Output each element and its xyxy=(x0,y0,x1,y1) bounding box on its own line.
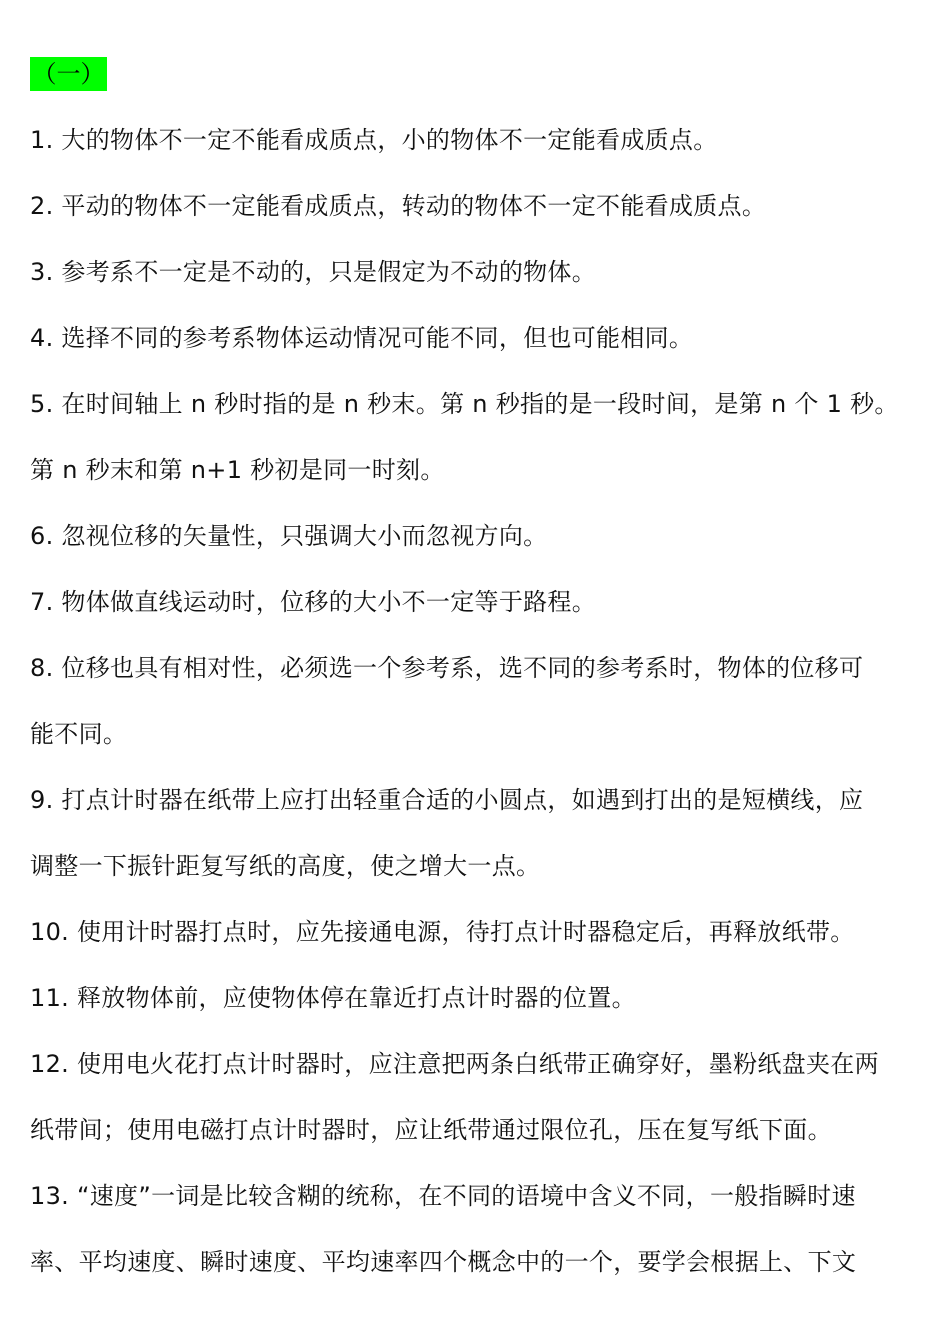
text-line-18: 率、平均速度、瞬时速度、平均速率四个概念中的一个，要学会根据上、下文 xyxy=(30,1248,857,1276)
text-line-16: 纸带间；使用电磁打点计时器时，应让纸带通过限位孔，压在复写纸下面。 xyxy=(30,1116,832,1144)
text-line-13: 10. 使用计时器打点时，应先接通电源，待打点计时器稳定后，再释放纸带。 xyxy=(30,918,855,946)
text-line-3: 3. 参考系不一定是不动的，只是假定为不动的物体。 xyxy=(30,258,597,286)
section-heading-badge: （一） xyxy=(30,57,107,91)
text-line-6: 第 n 秒末和第 n+1 秒初是同一时刻。 xyxy=(30,456,445,484)
text-line-2: 2. 平动的物体不一定能看成质点，转动的物体不一定不能看成质点。 xyxy=(30,192,767,220)
text-line-12: 调整一下振针距复写纸的高度，使之增大一点。 xyxy=(30,852,541,880)
text-line-5: 5. 在时间轴上 n 秒时指的是 n 秒末。第 n 秒指的是一段时间，是第 n 个 1 秒。 xyxy=(30,390,899,418)
text-line-14: 11. 释放物体前，应使物体停在靠近打点计时器的位置。 xyxy=(30,984,636,1012)
text-line-9: 8. 位移也具有相对性，必须选一个参考系，选不同的参考系时，物体的位移可 xyxy=(30,654,864,682)
text-line-11: 9. 打点计时器在纸带上应打出轻重合适的小圆点，如遇到打出的是短横线，应 xyxy=(30,786,864,814)
text-line-4: 4. 选择不同的参考系物体运动情况可能不同，但也可能相同。 xyxy=(30,324,694,352)
text-line-17: 13. “速度”一词是比较含糊的统称，在不同的语境中含义不同，一般指瞬时速 xyxy=(30,1182,856,1210)
text-line-8: 7. 物体做直线运动时，位移的大小不一定等于路程。 xyxy=(30,588,597,616)
text-line-1: 1. 大的物体不一定不能看成质点，小的物体不一定能看成质点。 xyxy=(30,126,718,154)
text-line-15: 12. 使用电火花打点计时器时，应注意把两条白纸带正确穿好，墨粉纸盘夹在两 xyxy=(30,1050,879,1078)
text-line-7: 6. 忽视位移的矢量性，只强调大小而忽视方向。 xyxy=(30,522,548,550)
text-line-10: 能不同。 xyxy=(30,720,128,748)
